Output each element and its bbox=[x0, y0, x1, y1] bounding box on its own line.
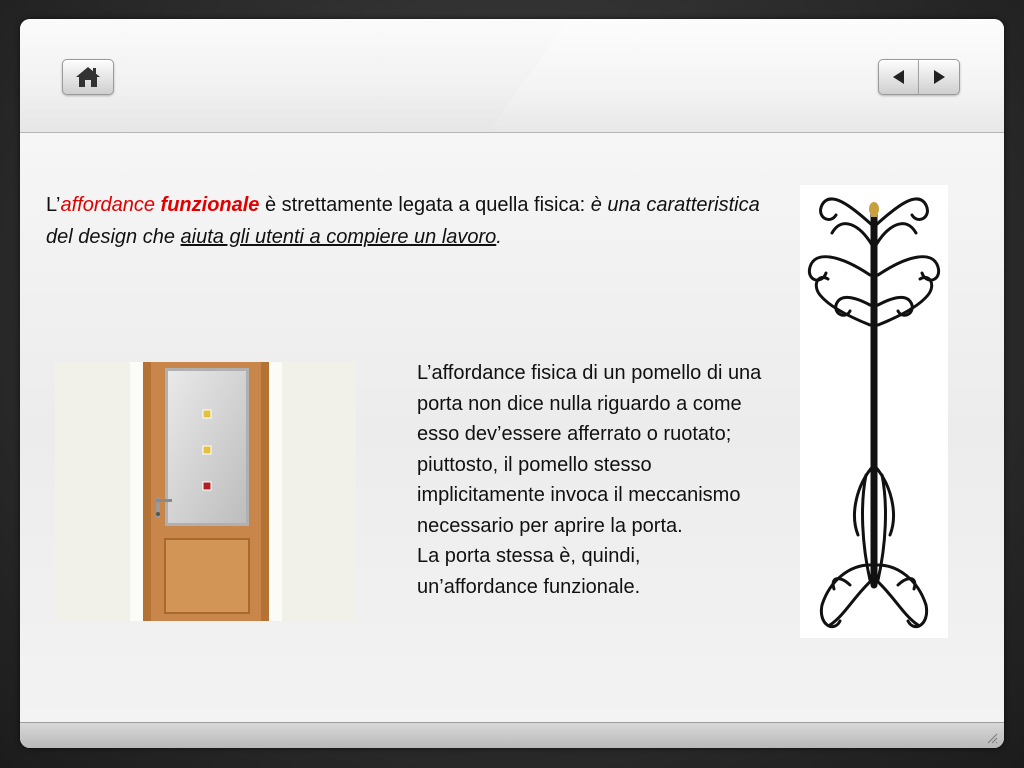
home-icon bbox=[75, 66, 101, 88]
arrow-right-icon bbox=[930, 68, 948, 86]
slide-footer bbox=[20, 722, 1004, 748]
slide bbox=[20, 19, 1004, 748]
intro-definition: è una caratteristica del design che bbox=[46, 194, 760, 248]
intro-term-affordance: affordance bbox=[60, 194, 155, 216]
resize-grip-icon[interactable] bbox=[986, 732, 998, 744]
coat-rack-image bbox=[800, 185, 948, 638]
paragraph-line: esso dev’essere afferrato o ruotato; piuttosto, il pomello stesso implicitamente invoca il meccanismo necessario per aprire la porta. bbox=[417, 423, 741, 537]
intro-middle: è strettamente legata a quella fisica: bbox=[259, 194, 591, 216]
intro-text bbox=[46, 189, 766, 253]
arrow-left-icon bbox=[890, 68, 908, 86]
intro-definition-underlined: aiuta gli utenti a compiere un lavoro bbox=[180, 226, 497, 248]
intro-end: . bbox=[496, 226, 502, 248]
paragraph-text bbox=[417, 358, 762, 602]
intro-prefix: L’ bbox=[46, 194, 61, 216]
paragraph-line: L’affordance fisica di un pomello di una porta non dice nulla riguardo a come bbox=[417, 362, 762, 415]
intro-term-funzionale: funzionale bbox=[160, 194, 260, 216]
slide-header bbox=[20, 19, 1004, 133]
navigation-arrows bbox=[878, 59, 960, 95]
previous-slide-button[interactable] bbox=[878, 59, 919, 95]
next-slide-button[interactable] bbox=[919, 59, 960, 95]
door-image bbox=[55, 362, 356, 621]
home-button[interactable] bbox=[62, 59, 114, 95]
paragraph-line: La porta stessa è, quindi, un’affordance funzionale. bbox=[417, 545, 641, 598]
